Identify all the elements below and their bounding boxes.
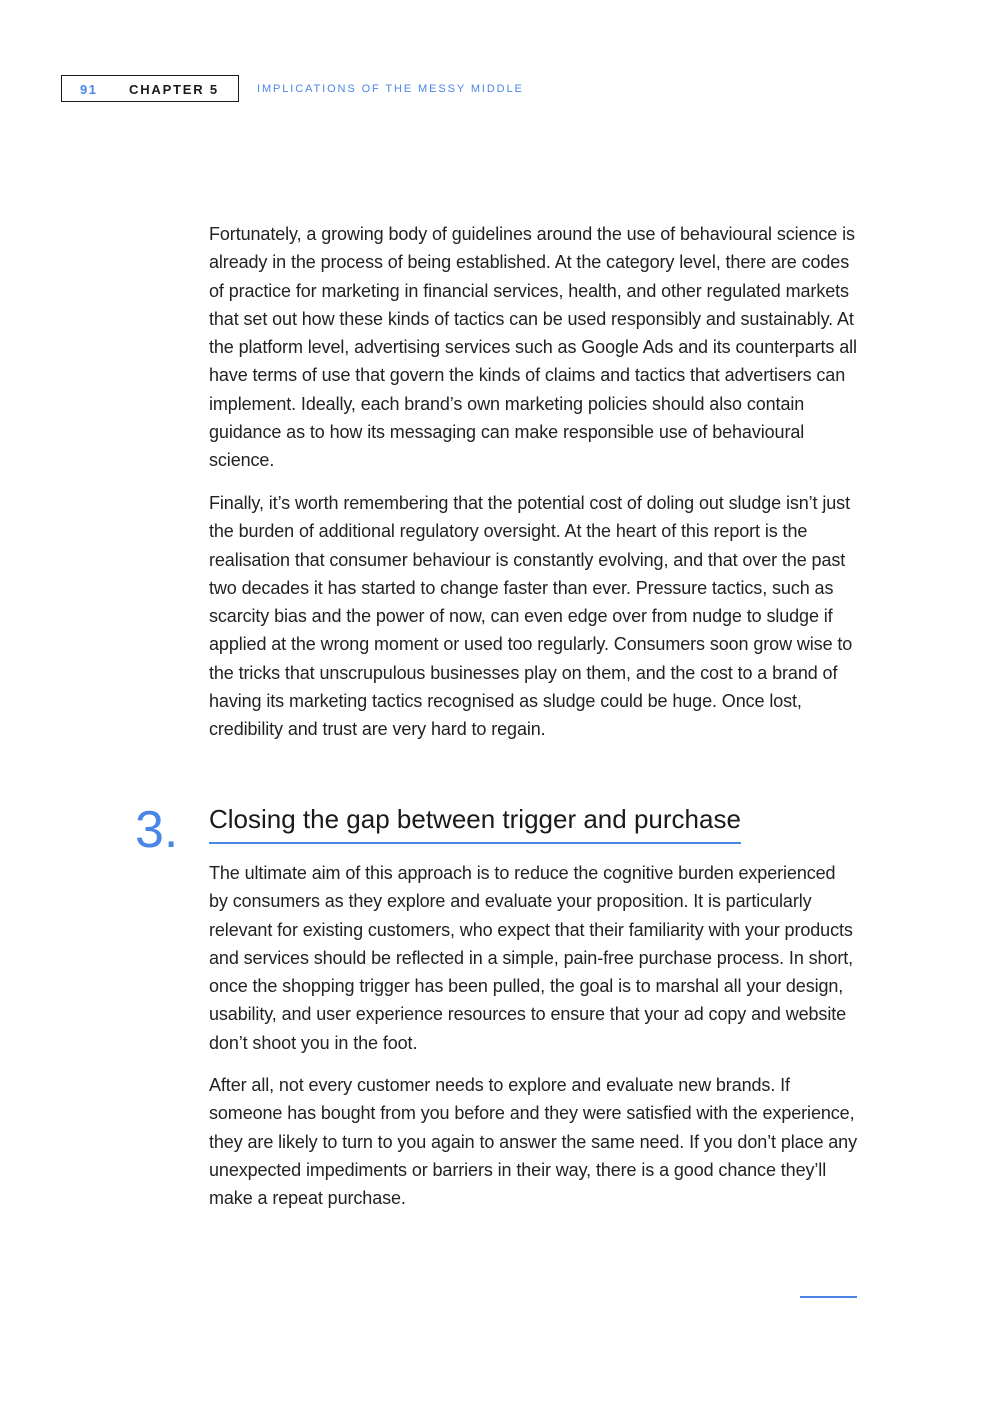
section-heading: Closing the gap between trigger and purchase <box>209 800 741 844</box>
paragraph: The ultimate aim of this approach is to reduce the cognitive burden experienced by consumers as they explore and evaluate your proposition. It is particularly relevant for existing customers, who expect that their familiarity with your products and services should be reflected in a simple, pain-free purchase process. In short, once the shopping trigger has been pulled, the goal is to marshal all your design, usability, and user experience resources to ensure that your ad copy and website don’t shoot you in the foot. <box>209 863 854 1053</box>
paragraph: Finally, it’s worth remembering that the potential cost of doling out sludge isn’t just the burden of additional regulatory oversight. At the heart of this report is the realisation that consumer behaviour is constantly evolving, and that over the past two decades it has started to change faster than ever. Pressure tactics, such as scarcity bias and the power of now, can even edge over from nudge to sludge if applied at the wrong moment or used too regularly. Consumers soon grow wise to the tricks that unscrupulous businesses play on them, and the cost to a brand of having its marketing tactics recognised as sludge could be huge. Once lost, credibility and trust are very hard to regain. <box>209 493 853 740</box>
page-number: 91 <box>80 82 98 97</box>
section-number: 3. <box>135 801 179 859</box>
paragraph: After all, not every customer needs to explore and evaluate new brands. If someone has bought from you before and they were satisfied with the experience, they are likely to turn to you again to answer the same need. If you don’t place any unexpected impediments or barriers in their way, there is a good chance they’ll make a repeat purchase. <box>209 1075 857 1209</box>
running-section-title: IMPLICATIONS OF THE MESSY MIDDLE <box>257 83 524 95</box>
page-header-box <box>61 75 239 102</box>
chapter-label: CHAPTER 5 <box>129 82 219 97</box>
paragraph: Fortunately, a growing body of guidelines around the use of behavioural science is already in the process of being established. At the category level, there are codes of practice for marketing in financial services, health, and other regulated markets that set out how these kinds of tactics can be used responsibly and sustainably. At the platform level, advertising services such as Google Ads and its counterparts all have terms of use that govern the kinds of claims and tactics that advertisers can implement. Ideally, each brand’s own marketing policies should also contain guidance as to how its messaging can make responsible use of behavioural science. <box>209 224 857 471</box>
footer-divider <box>800 1296 857 1298</box>
